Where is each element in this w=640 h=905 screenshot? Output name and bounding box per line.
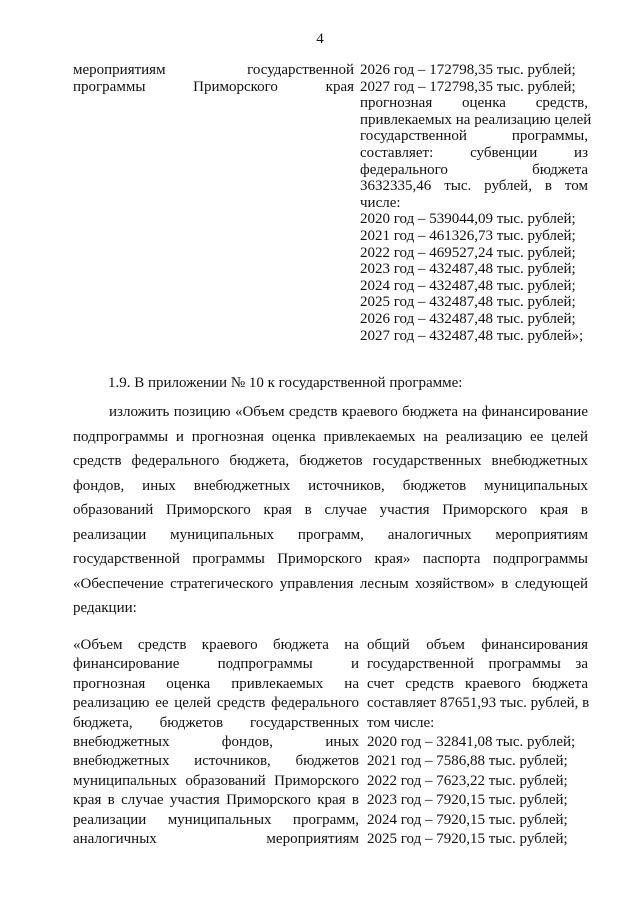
- top-right-line: 2024 год – 432487,48 тыс. рублей;: [360, 277, 576, 294]
- bottom-right-line: том числе:: [367, 714, 435, 731]
- top-right-line: прогнозная оценка средств,: [360, 95, 588, 112]
- top-right-line: 2026 год – 432487,48 тыс. рублей;: [360, 310, 576, 327]
- paragraph-line: подпрограммы и прогнозная оценка привлекаемых на реализацию ее целей: [73, 428, 588, 445]
- bottom-left-line: аналогичных мероприятиям: [73, 831, 359, 848]
- top-table-left-column: [73, 62, 354, 344]
- paragraph-line: реализации муниципальных программ, аналогичных мероприятиям: [73, 526, 588, 543]
- bottom-left-line: реализации муниципальных программ,: [73, 811, 359, 828]
- bottom-left-line: края в случае участия Приморского края в: [73, 792, 359, 809]
- bottom-table-left-column: [73, 636, 359, 849]
- paragraph-line: образований Приморского края в случае участия Приморского края в: [73, 502, 588, 518]
- bottom-right-line: счет средств краевого бюджета: [367, 675, 588, 692]
- bottom-right-line: 2024 год – 7920,15 тыс. рублей;: [367, 811, 568, 828]
- top-right-line: 2027 год – 172798,35 тыс. рублей;: [360, 78, 576, 95]
- bottom-right-line: 2022 год – 7623,22 тыс. рублей;: [367, 772, 568, 789]
- bottom-left-line: «Объем средств краевого бюджета на: [73, 637, 359, 653]
- top-right-line: 2022 год – 469527,24 тыс. рублей;: [360, 244, 576, 261]
- top-right-line: составляет: субвенции из: [360, 144, 588, 161]
- bottom-left-line: прогнозная оценка привлекаемых на: [73, 675, 359, 692]
- body-paragraph: [73, 400, 588, 621]
- bottom-table-right-column: [367, 636, 588, 849]
- paragraph-line: государственной программы Приморского края» паспорта подпрограммы: [73, 551, 588, 567]
- bottom-right-line: 2025 год – 7920,15 тыс. рублей;: [367, 831, 568, 848]
- bottom-right-line: 2021 год – 7586,88 тыс. рублей;: [367, 753, 568, 770]
- paragraph-line: изложить позицию «Объем средств краевого бюджета на финансирование: [109, 404, 588, 420]
- paragraph-line: фондов, иных внебюджетных источников, бюджетов муниципальных: [73, 477, 588, 494]
- bottom-right-line: общий объем финансирования: [367, 637, 588, 653]
- paragraph-line: «Обеспечение стратегического управления лесным хозяйством» в следующей: [73, 575, 588, 592]
- bottom-right-line: 2020 год – 32841,08 тыс. рублей;: [367, 734, 576, 751]
- paragraph-line: средств федерального бюджета, бюджетов государственных внебюджетных: [73, 453, 588, 469]
- bottom-left-line: финансирование подпрограммы и: [73, 656, 359, 673]
- bottom-left-line: реализацию ее целей средств федерального: [73, 695, 359, 712]
- bottom-left-line: бюджета, бюджетов государственных: [73, 714, 359, 731]
- bottom-left-line: внебюджетных фондов, иных: [73, 734, 359, 751]
- section-heading: 1.9. В приложении № 10 к государственной программе:: [108, 375, 463, 391]
- top-left-line: программы Приморского края: [73, 78, 354, 95]
- bottom-right-line: 2023 год – 7920,15 тыс. рублей;: [367, 792, 568, 809]
- top-table-right-column: [360, 62, 592, 344]
- top-passport-table: [73, 62, 592, 344]
- top-right-line: привлекаемых на реализацию целей: [360, 111, 592, 128]
- top-right-line: 2023 год – 432487,48 тыс. рублей;: [360, 261, 576, 278]
- top-right-line: 2026 год – 172798,35 тыс. рублей;: [360, 62, 576, 78]
- top-right-line: 3632335,46 тыс. рублей, в том: [360, 178, 588, 195]
- bottom-passport-table: [73, 636, 588, 849]
- top-left-line: мероприятиям государственной: [73, 62, 354, 78]
- top-right-line: 2021 год – 461326,73 тыс. рублей;: [360, 227, 576, 244]
- top-right-line: государственной программы,: [360, 128, 588, 145]
- paragraph-line: редакции:: [73, 600, 137, 616]
- top-right-line: 2025 год – 432487,48 тыс. рублей;: [360, 294, 576, 311]
- page-number: 4: [316, 31, 324, 47]
- top-right-line: федерального бюджета: [360, 161, 588, 178]
- top-right-line: 2027 год – 432487,48 тыс. рублей»;: [360, 327, 584, 344]
- bottom-right-line: составляет 87651,93 тыс. рублей, в: [367, 695, 590, 712]
- top-right-line: 2020 год – 539044,09 тыс. рублей;: [360, 211, 576, 228]
- bottom-left-line: внебюджетных источников, бюджетов: [73, 753, 359, 770]
- top-right-line: числе:: [360, 194, 401, 211]
- bottom-left-line: муниципальных образований Приморского: [73, 772, 359, 789]
- bottom-right-line: государственной программы за: [367, 656, 588, 673]
